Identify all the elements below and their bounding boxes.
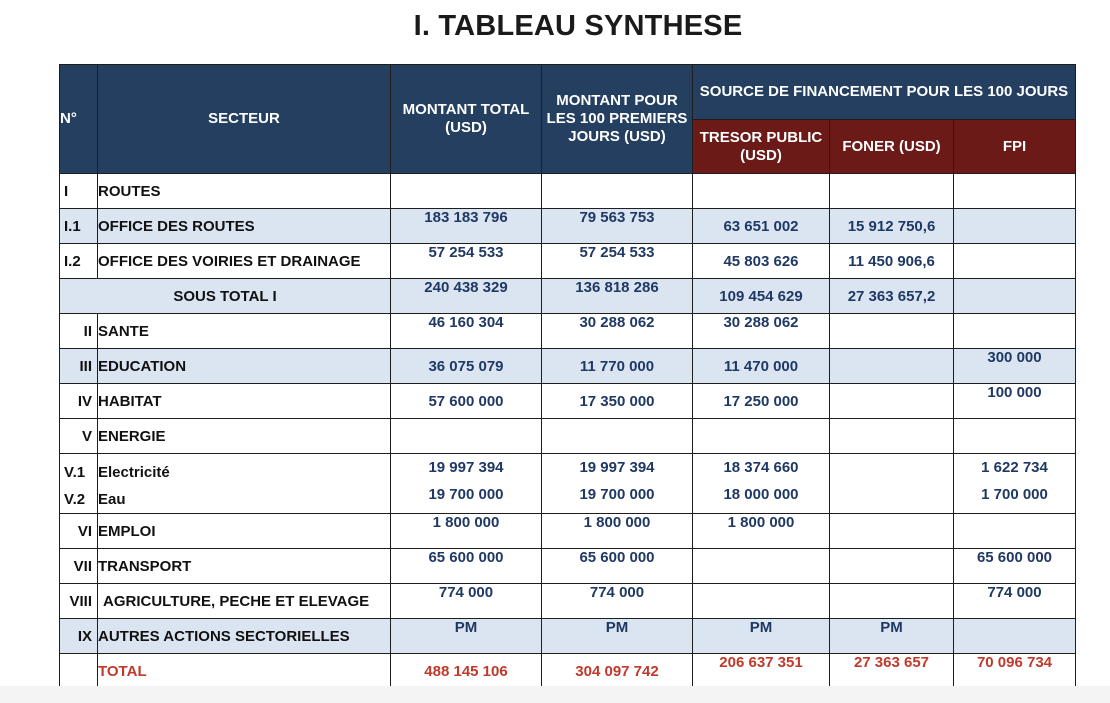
- cell-tresor: 45 803 626: [693, 244, 830, 279]
- row-code: VI: [60, 514, 98, 549]
- cell-fpi: [954, 419, 1076, 454]
- row-label: EMPLOI: [98, 514, 391, 549]
- header-secteur: SECTEUR: [98, 65, 391, 174]
- cell-foner: [830, 514, 954, 549]
- cell-fpi: [954, 244, 1076, 279]
- cell-foner: [830, 314, 954, 349]
- table-row: [60, 314, 1076, 349]
- row-label: AUTRES ACTIONS SECTORIELLES: [98, 619, 391, 654]
- cell-total: 65 600 000: [391, 549, 542, 584]
- cell-fpi: [954, 174, 1076, 209]
- row-label: Electricité: [98, 464, 170, 481]
- row-codes-energy: [60, 454, 98, 514]
- synthesis-table: [59, 64, 1076, 689]
- cell-fpi: 100 000: [954, 384, 1076, 419]
- cell-foner: 15 912 750,6: [830, 209, 954, 244]
- row-label: TRANSPORT: [98, 549, 391, 584]
- table-row: [60, 419, 1076, 454]
- cell-100-jours: 136 818 286: [542, 279, 693, 314]
- cell-tresor: 1 800 000: [693, 514, 830, 549]
- cell-fpi: [954, 209, 1076, 244]
- cell-tresor: [693, 174, 830, 209]
- header-montant-total: MONTANT TOTAL (USD): [391, 65, 542, 174]
- cell-tresor-eau: 18 000 000: [723, 486, 799, 503]
- cell-tresor: 30 288 062: [693, 314, 830, 349]
- cell-100-electricite: 19 997 394: [579, 459, 655, 476]
- header-foner: FONER (USD): [830, 120, 954, 174]
- cell-fpi: [954, 514, 1076, 549]
- table-row: [60, 584, 1076, 619]
- cell-100-jours: 30 288 062: [542, 314, 693, 349]
- row-code: V: [60, 419, 98, 454]
- cell-foner: [830, 419, 954, 454]
- row-code: VII: [60, 549, 98, 584]
- cell-tresor-electricite: 18 374 660: [723, 459, 799, 476]
- row-label: EDUCATION: [98, 349, 391, 384]
- row-code: III: [60, 349, 98, 384]
- subtotal-row: [60, 279, 1076, 314]
- cell-total: [391, 174, 542, 209]
- cell-tresor: 109 454 629: [693, 279, 830, 314]
- cell-fpi: [954, 314, 1076, 349]
- row-label: Eau: [98, 491, 126, 508]
- table-row: [60, 349, 1076, 384]
- row-code: [60, 654, 98, 689]
- cell-total: 488 145 106: [391, 654, 542, 689]
- cell-foner: [830, 349, 954, 384]
- total-row: [60, 654, 1076, 689]
- row-code: IV: [60, 384, 98, 419]
- cell-fpi: [954, 279, 1076, 314]
- table-row: [60, 174, 1076, 209]
- table-row: [60, 209, 1076, 244]
- cell-total: 1 800 000: [391, 514, 542, 549]
- document-title: I. TABLEAU SYNTHESE: [413, 10, 743, 42]
- cell-foner: [830, 584, 954, 619]
- cell-total: 46 160 304: [391, 314, 542, 349]
- cell-100-jours: 304 097 742: [542, 654, 693, 689]
- cell-tresor: 63 651 002: [693, 209, 830, 244]
- cell-fpi: [954, 619, 1076, 654]
- cell-100-jours: 11 770 000: [542, 349, 693, 384]
- cell-tresor: 17 250 000: [693, 384, 830, 419]
- header-montant-100-jours: MONTANT POUR LES 100 PREMIERS JOURS (USD): [542, 65, 693, 174]
- row-label: HABITAT: [98, 384, 391, 419]
- row-code: VIII: [60, 584, 98, 619]
- cell-fpi: 65 600 000: [954, 549, 1076, 584]
- cell-tresor: [693, 584, 830, 619]
- cell-total: 240 438 329: [391, 279, 542, 314]
- cell-tresor: [693, 549, 830, 584]
- table-row: [60, 514, 1076, 549]
- subtotal-label: SOUS TOTAL I: [60, 279, 391, 314]
- cell-total-electricite: 19 997 394: [428, 459, 504, 476]
- row-code: V.1: [64, 464, 86, 481]
- cell-total: [391, 419, 542, 454]
- cell-total: 774 000: [391, 584, 542, 619]
- table-row: [60, 619, 1076, 654]
- cell-fpi-eau: 1 700 000: [981, 486, 1048, 503]
- cell-foner: [830, 454, 954, 514]
- row-code: I.1: [60, 209, 98, 244]
- cell-total: PM: [391, 619, 542, 654]
- cell-100-eau: 19 700 000: [579, 486, 655, 503]
- cell-foner: [830, 549, 954, 584]
- cell-100-jours: 57 254 533: [542, 244, 693, 279]
- row-code: I.2: [60, 244, 98, 279]
- row-label: OFFICE DES VOIRIES ET DRAINAGE: [98, 244, 391, 279]
- cell-100-jours: 79 563 753: [542, 209, 693, 244]
- header-fpi: FPI: [954, 120, 1076, 174]
- cell-total: 57 600 000: [391, 384, 542, 419]
- cell-tresor: [693, 454, 830, 514]
- cell-foner: 11 450 906,6: [830, 244, 954, 279]
- header-num: N°: [60, 65, 98, 174]
- cell-foner: [830, 174, 954, 209]
- row-label: OFFICE DES ROUTES: [98, 209, 391, 244]
- table-row: [60, 454, 1076, 514]
- cell-tresor: 11 470 000: [693, 349, 830, 384]
- cell-fpi-electricite: 1 622 734: [981, 459, 1048, 476]
- cell-foner: [830, 384, 954, 419]
- cell-100-jours: 65 600 000: [542, 549, 693, 584]
- cell-foner: 27 363 657,2: [830, 279, 954, 314]
- cell-total: 183 183 796: [391, 209, 542, 244]
- header-source-financement: SOURCE DE FINANCEMENT POUR LES 100 JOURS: [693, 65, 1076, 120]
- cell-100-jours: [542, 454, 693, 514]
- table-row: [60, 384, 1076, 419]
- table-row: [60, 244, 1076, 279]
- cell-100-jours: [542, 174, 693, 209]
- cell-total-eau: 19 700 000: [428, 486, 504, 503]
- cell-foner: 27 363 657: [830, 654, 954, 689]
- header-tresor-public: TRESOR PUBLIC (USD): [693, 120, 830, 174]
- cell-total: [391, 454, 542, 514]
- cell-tresor: 206 637 351: [693, 654, 830, 689]
- cell-100-jours: PM: [542, 619, 693, 654]
- cell-100-jours: [542, 419, 693, 454]
- cell-fpi: 70 096 734: [954, 654, 1076, 689]
- row-code: V.2: [64, 491, 86, 508]
- cell-total: 57 254 533: [391, 244, 542, 279]
- cell-fpi: 774 000: [954, 584, 1076, 619]
- table-row: [60, 549, 1076, 584]
- cell-fpi: 300 000: [954, 349, 1076, 384]
- cell-foner: PM: [830, 619, 954, 654]
- cell-fpi: [954, 454, 1076, 514]
- row-label: ENERGIE: [98, 419, 391, 454]
- cell-total: 36 075 079: [391, 349, 542, 384]
- cell-100-jours: 17 350 000: [542, 384, 693, 419]
- row-code: II: [60, 314, 98, 349]
- row-label: SANTE: [98, 314, 391, 349]
- row-labels-energy: [98, 454, 391, 514]
- row-label: ROUTES: [98, 174, 391, 209]
- total-label: TOTAL: [98, 654, 391, 689]
- cell-tresor: [693, 419, 830, 454]
- cell-tresor: PM: [693, 619, 830, 654]
- row-code: IX: [60, 619, 98, 654]
- row-code: I: [60, 174, 98, 209]
- cell-100-jours: 1 800 000: [542, 514, 693, 549]
- row-label: AGRICULTURE, PECHE ET ELEVAGE: [98, 584, 391, 619]
- cell-100-jours: 774 000: [542, 584, 693, 619]
- page-bottom-strip: [0, 686, 1110, 703]
